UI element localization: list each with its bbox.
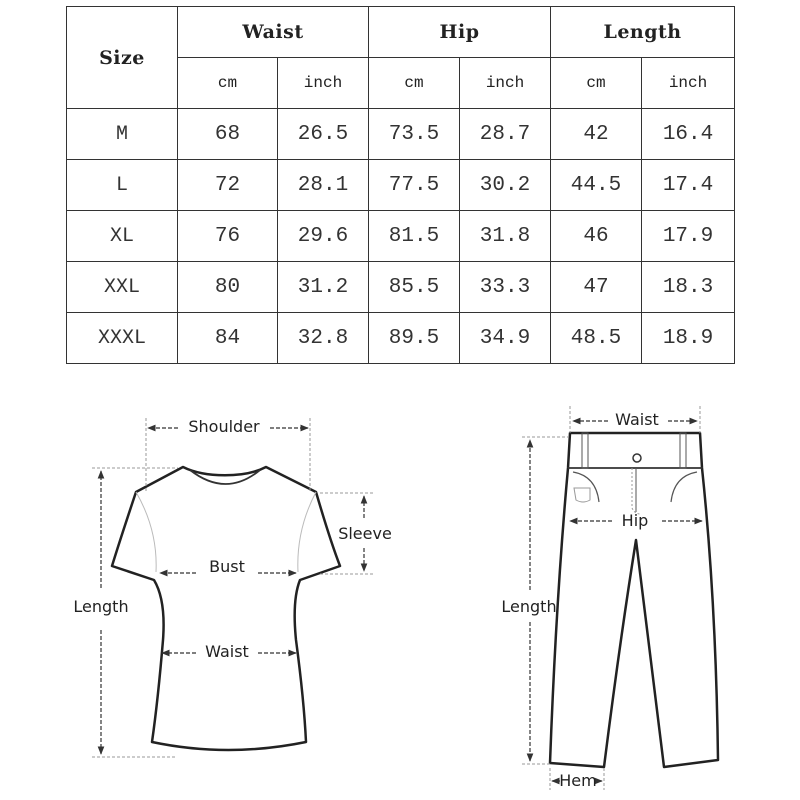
hip-header: Hip (369, 7, 551, 58)
waist-header: Waist (178, 7, 369, 58)
size-cell: M (67, 109, 178, 160)
table-cell: 28.1 (278, 160, 369, 211)
unit-header: cm (551, 58, 642, 109)
table-cell: 29.6 (278, 211, 369, 262)
table-cell: 73.5 (369, 109, 460, 160)
table-cell: 17.9 (642, 211, 735, 262)
length-header: Length (551, 7, 735, 58)
table-cell: 85.5 (369, 262, 460, 313)
table-cell: 16.4 (642, 109, 735, 160)
table-cell: 44.5 (551, 160, 642, 211)
size-cell: XL (67, 211, 178, 262)
table-cell: 18.9 (642, 313, 735, 364)
table-cell: 89.5 (369, 313, 460, 364)
sleeve-label: Sleeve (338, 524, 392, 543)
unit-header: cm (369, 58, 460, 109)
table-cell: 77.5 (369, 160, 460, 211)
pants-waist-label: Waist (615, 410, 659, 429)
size-cell: XXXL (67, 313, 178, 364)
table-cell: 34.9 (460, 313, 551, 364)
table-cell: 47 (551, 262, 642, 313)
unit-header: inch (642, 58, 735, 109)
table-cell: 72 (178, 160, 278, 211)
pants-length-label: Length (501, 597, 557, 616)
table-cell: 32.8 (278, 313, 369, 364)
pants-outline (550, 433, 718, 767)
table-cell: 31.2 (278, 262, 369, 313)
unit-header: inch (278, 58, 369, 109)
table-cell: 26.5 (278, 109, 369, 160)
tshirt-outline (112, 467, 340, 750)
table-cell: 30.2 (460, 160, 551, 211)
bust-label: Bust (209, 557, 245, 576)
unit-header: cm (178, 58, 278, 109)
table-cell: 84 (178, 313, 278, 364)
table-cell: 48.5 (551, 313, 642, 364)
size-header: Size (67, 7, 178, 109)
hip-label: Hip (621, 511, 649, 530)
table-cell: 46 (551, 211, 642, 262)
table-cell: 17.4 (642, 160, 735, 211)
tshirt-diagram (73, 417, 391, 757)
length-label: Length (73, 597, 129, 616)
table-cell: 28.7 (460, 109, 551, 160)
waist-label: Waist (205, 642, 249, 661)
size-cell: XXL (67, 262, 178, 313)
pants-diagram (501, 406, 718, 790)
table-cell: 68 (178, 109, 278, 160)
hem-label: Hem (559, 771, 597, 790)
unit-header: inch (460, 58, 551, 109)
shoulder-label: Shoulder (188, 417, 260, 436)
table-cell: 76 (178, 211, 278, 262)
table-cell: 81.5 (369, 211, 460, 262)
size-cell: L (67, 160, 178, 211)
table-cell: 31.8 (460, 211, 551, 262)
table-cell: 80 (178, 262, 278, 313)
table-cell: 18.3 (642, 262, 735, 313)
table-cell: 42 (551, 109, 642, 160)
table-cell: 33.3 (460, 262, 551, 313)
